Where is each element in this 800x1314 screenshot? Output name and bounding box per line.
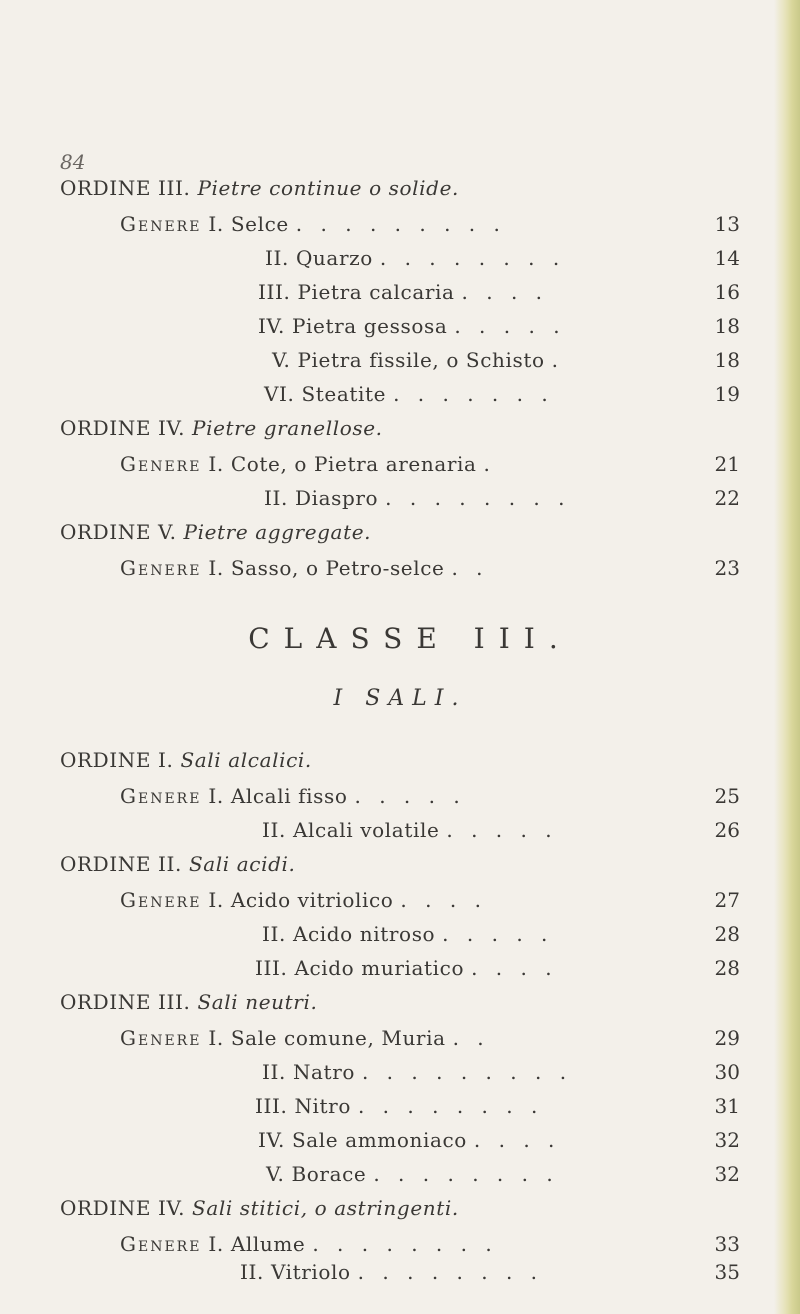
entry-leader: . — [551, 348, 564, 372]
ordine-heading — [60, 852, 295, 876]
entry-leader: . . — [452, 1026, 490, 1050]
entry-numeral: II. — [262, 818, 286, 842]
toc-entry — [120, 784, 466, 808]
entry-numeral: V. — [266, 1162, 285, 1186]
entry-leader: . . . . . — [454, 314, 566, 338]
entry-leader: . . . . . . . — [393, 382, 554, 406]
ordine-heading — [60, 990, 317, 1014]
entry-name: Acido vitriolico — [230, 888, 394, 912]
entry-name: Sale comune, Muria — [230, 1026, 446, 1050]
entry-leader: . . . . . . . . . — [361, 1060, 573, 1084]
entry-name: Sasso, o Petro-selce — [230, 556, 445, 580]
entry-numeral: VI. — [264, 382, 295, 406]
entry-numeral: II. — [240, 1260, 264, 1284]
ordine-title: Pietre continue o solide. — [197, 176, 459, 200]
entry-leader: . — [483, 452, 496, 476]
entry-numeral: I. — [208, 212, 224, 236]
entry-leader: . . . . — [471, 956, 558, 980]
entry-name: Pietra calcaria — [297, 280, 455, 304]
genere-label: Genere — [120, 1232, 202, 1256]
entry-page: 31 — [714, 1094, 740, 1118]
ordine-title: Pietre granellose. — [192, 416, 383, 440]
ordine-heading — [60, 176, 459, 200]
toc-entry — [255, 956, 558, 980]
ordine-title: Sali acidi. — [188, 852, 296, 876]
entry-name: Natro — [292, 1060, 355, 1084]
toc-entry — [120, 1232, 498, 1256]
entry-leader: . . — [451, 556, 489, 580]
entry-name: Pietra fissile, o Schisto — [297, 348, 545, 372]
classe-heading: CLASSE III. — [248, 622, 572, 655]
toc-entry — [120, 452, 496, 476]
page-edge — [774, 0, 800, 1314]
entry-page: 22 — [714, 486, 740, 510]
ordine-title: Pietre aggregate. — [183, 520, 372, 544]
entry-numeral: I. — [208, 888, 224, 912]
toc-entry — [262, 1060, 572, 1084]
entry-leader: . . . . . . . . — [385, 486, 571, 510]
entry-page: 21 — [714, 452, 740, 476]
entry-page: 28 — [714, 922, 740, 946]
ordine-label: ORDINE III. — [60, 176, 191, 200]
entry-leader: . . . . — [400, 888, 487, 912]
entry-leader: . . . . . . . . — [357, 1260, 544, 1284]
entry-numeral: I. — [208, 1026, 224, 1050]
entry-name: Sale ammoniaco — [291, 1128, 467, 1152]
entry-numeral: IV. — [258, 1128, 286, 1152]
entry-name: Alcali fisso — [230, 784, 348, 808]
entry-leader: . . . . . . . . — [312, 1232, 498, 1256]
entry-name: Steatite — [301, 382, 387, 406]
toc-entry — [262, 818, 558, 842]
toc-entry — [120, 888, 487, 912]
page-number: 84 — [60, 150, 86, 174]
entry-page: 23 — [714, 556, 740, 580]
entry-numeral: II. — [262, 922, 286, 946]
toc-entry — [258, 314, 566, 338]
entry-leader: . . . . — [473, 1128, 561, 1152]
toc-entry — [262, 922, 553, 946]
toc-entry — [272, 348, 564, 372]
ordine-label: ORDINE II. — [60, 852, 183, 876]
entry-numeral: III. — [255, 956, 288, 980]
entry-leader: . . . . . — [354, 784, 466, 808]
entry-page: 25 — [714, 784, 740, 808]
entry-name: Borace — [291, 1162, 367, 1186]
toc-entry — [264, 486, 571, 510]
entry-name: Alcali volatile — [292, 818, 440, 842]
entry-numeral: V. — [272, 348, 291, 372]
ordine-heading — [60, 416, 383, 440]
ordine-heading — [60, 1196, 459, 1220]
toc-entry — [266, 1162, 559, 1186]
entry-page: 13 — [714, 212, 740, 236]
entry-leader: . . . . — [461, 280, 549, 304]
entry-leader: . . . . . . . . — [373, 1162, 559, 1186]
entry-name: Selce — [230, 212, 289, 236]
entry-name: Diaspro — [294, 486, 379, 510]
toc-entry — [258, 1128, 560, 1152]
ordine-heading — [60, 520, 371, 544]
entry-name: Cote, o Pietra arenaria — [230, 452, 477, 476]
toc-entry — [120, 1026, 490, 1050]
toc-entry — [255, 1094, 543, 1118]
entry-page: 29 — [714, 1026, 740, 1050]
genere-label: Genere — [120, 556, 202, 580]
entry-name: Pietra gessosa — [291, 314, 448, 338]
ordine-heading — [60, 748, 312, 772]
ordine-title: Sali stitici, o astringenti. — [192, 1196, 459, 1220]
entry-numeral: I. — [208, 452, 224, 476]
entry-numeral: IV. — [258, 314, 286, 338]
entry-name: Acido nitroso — [292, 922, 436, 946]
entry-leader: . . . . . — [442, 922, 554, 946]
entry-numeral: I. — [208, 556, 224, 580]
genere-label: Genere — [120, 452, 202, 476]
entry-page: 32 — [714, 1128, 740, 1152]
ordine-label: ORDINE IV. — [60, 1196, 186, 1220]
entry-page: 18 — [714, 314, 740, 338]
entry-numeral: III. — [255, 1094, 288, 1118]
genere-label: Genere — [120, 888, 202, 912]
genere-label: Genere — [120, 1026, 202, 1050]
toc-entry — [265, 246, 565, 270]
toc-entry — [264, 382, 554, 406]
entry-page: 16 — [714, 280, 740, 304]
ordine-title: Sali alcalici. — [180, 748, 312, 772]
toc-entry — [120, 212, 506, 236]
entry-name: Nitro — [294, 1094, 351, 1118]
entry-name: Acido muriatico — [294, 956, 465, 980]
ordine-label: ORDINE IV. — [60, 416, 186, 440]
toc-entry — [120, 556, 489, 580]
ordine-label: ORDINE V. — [60, 520, 177, 544]
entry-leader: . . . . . . . . — [357, 1094, 544, 1118]
entry-numeral: III. — [258, 280, 291, 304]
entry-name: Allume — [230, 1232, 306, 1256]
toc-entry — [258, 280, 548, 304]
entry-page: 27 — [714, 888, 740, 912]
entry-page: 14 — [714, 246, 740, 270]
ordine-label: ORDINE I. — [60, 748, 174, 772]
entry-numeral: I. — [208, 784, 224, 808]
ordine-label: ORDINE III. — [60, 990, 191, 1014]
entry-page: 35 — [714, 1260, 740, 1284]
entry-page: 28 — [714, 956, 740, 980]
entry-page: 18 — [714, 348, 740, 372]
genere-label: Genere — [120, 784, 202, 808]
ordine-title: Sali neutri. — [197, 990, 318, 1014]
entry-numeral: II. — [264, 486, 288, 510]
entry-page: 33 — [714, 1232, 740, 1256]
entry-page: 19 — [714, 382, 740, 406]
entry-leader: . . . . . . . . — [379, 246, 566, 270]
entry-page: 32 — [714, 1162, 740, 1186]
entry-numeral: II. — [265, 246, 289, 270]
entry-numeral: I. — [208, 1232, 224, 1256]
entry-numeral: II. — [262, 1060, 286, 1084]
classe-subtitle: I SALI. — [333, 686, 467, 711]
entry-page: 26 — [714, 818, 740, 842]
entry-leader: . . . . . — [446, 818, 558, 842]
entry-name: Quarzo — [295, 246, 373, 270]
toc-entry — [240, 1260, 543, 1284]
genere-label: Genere — [120, 212, 202, 236]
entry-leader: . . . . . . . . . — [295, 212, 506, 236]
entry-page: 30 — [714, 1060, 740, 1084]
entry-name: Vitriolo — [270, 1260, 351, 1284]
